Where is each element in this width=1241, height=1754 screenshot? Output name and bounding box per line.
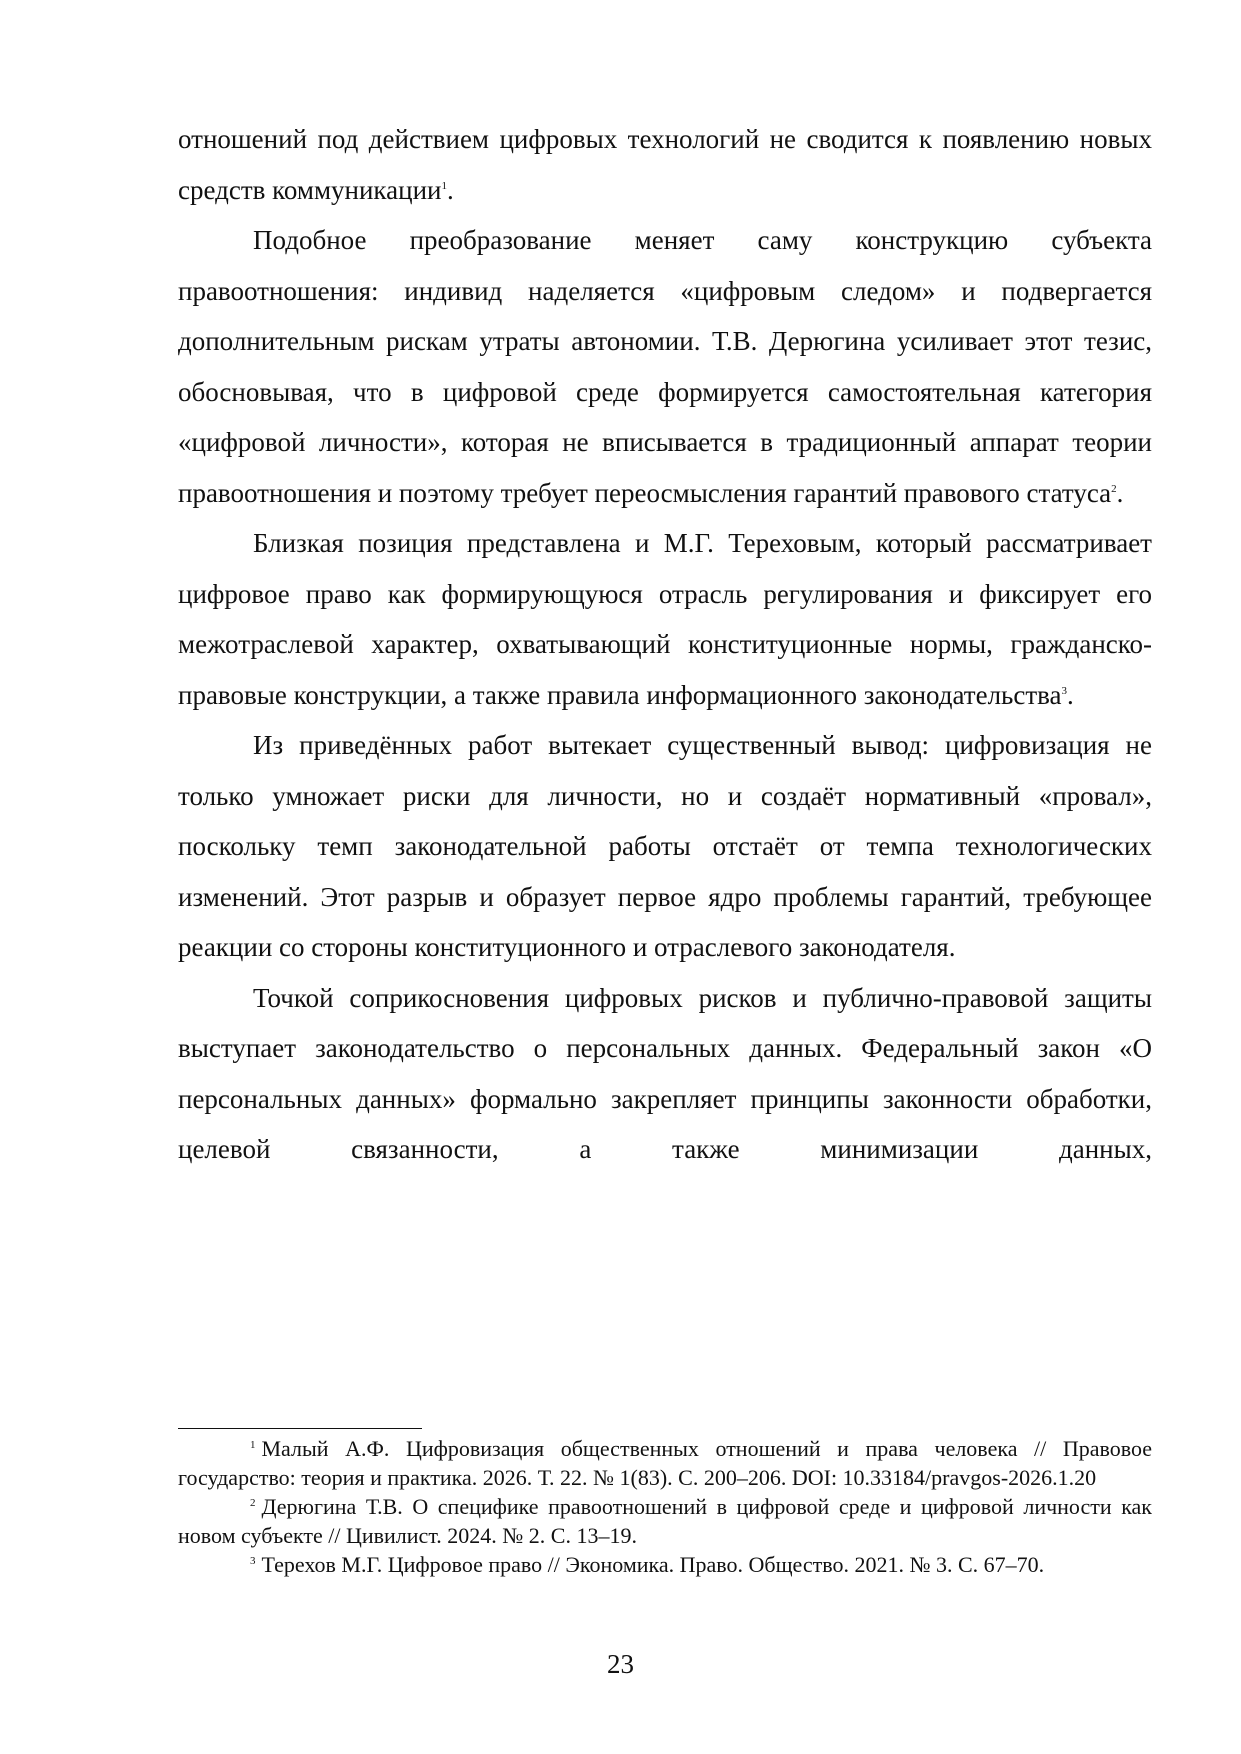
footnote-separator bbox=[178, 1428, 422, 1429]
paragraph-end-punctuation: . bbox=[1116, 477, 1124, 508]
footnote-text: Малый А.Ф. Цифровизация общественных отношений и права человека // Правовое государство: теория и практика. 2026. Т. 22. № 1(83). С. 200–206. DOI: 10.33184/pravgos-2026.1.20 bbox=[178, 1436, 1152, 1490]
paragraph-end-punctuation: . bbox=[1067, 679, 1074, 710]
footnote-number: 2 bbox=[250, 1496, 256, 1509]
footnote-text: Дерюгина Т.В. О специфике правоотношений в цифровой среде и цифровой личности как новом субъекте // Цивилист. 2024. № 2. С. 13–19. bbox=[178, 1494, 1152, 1548]
footnote-number: 1 bbox=[250, 1438, 256, 1451]
footnote-reference[interactable]: 2 bbox=[1111, 482, 1117, 495]
paragraph-text: Из приведённых работ вытекает существенный вывод: цифровизация не только умножает риски для личности, но и создаёт нормативный «провал», поскольку темп законодательной работы отстаёт от темпа технологических изменений. Этот разрыв и образует первое ядро проблемы гарантий, требующее реакции со стороны конституционного и отраслевого законодателя. bbox=[178, 730, 1152, 962]
paragraph-text: отношений под действием цифровых технологий не сводится к появлению новых средств коммуникации bbox=[178, 124, 1152, 205]
footnotes bbox=[178, 1434, 1152, 1579]
footnote-reference[interactable]: 3 bbox=[1061, 684, 1068, 697]
footnote-text: Терехов М.Г. Цифровое право // Экономика. Право. Общество. 2021. № 3. С. 67–70. bbox=[261, 1552, 1045, 1577]
paragraph bbox=[178, 518, 1152, 720]
footnote bbox=[178, 1434, 1152, 1492]
footnote bbox=[178, 1550, 1152, 1579]
paragraph bbox=[178, 215, 1152, 518]
footnote-reference[interactable]: 1 bbox=[441, 179, 447, 192]
footnote-number: 3 bbox=[250, 1554, 256, 1567]
footnote bbox=[178, 1492, 1152, 1550]
paragraph-text: Близкая позиция представлена и М.Г. Тереховым, который рассматривает цифровое право как формирующуюся отрасль регулирования и фиксирует его межотраслевой характер, охватывающий конституционные нормы, гражданско-правовые конструкции, а также правила информационного законодательства bbox=[178, 528, 1152, 710]
paragraph-continues-next-page bbox=[178, 973, 1152, 1175]
paragraph-text: Подобное преобразование меняет саму конструкцию субъекта правоотношения: индивид наделяется «цифровым следом» и подвергается дополнительным рискам утраты автономии. Т.В. Дерюгина усиливает этот тезис, обосновывая, что в цифровой среде формируется самостоятельная категория «цифровой личности», которая не вписывается в традиционный аппарат теории правоотношения и поэтому требует переосмысления гарантий правового статуса bbox=[178, 225, 1152, 508]
page-number: 23 bbox=[607, 1649, 634, 1679]
paragraph-end-punctuation: . bbox=[446, 174, 454, 205]
paragraph-continuation bbox=[178, 114, 1152, 215]
main-text bbox=[178, 114, 1152, 1175]
paragraph bbox=[178, 720, 1152, 973]
paragraph-text: Точкой соприкосновения цифровых рисков и публично-правовой защиты выступает законодательство о персональных данных. Федеральный закон «О персональных данных» формально закрепляет принципы законности обработки, целевой связанности, а также минимизации данных, bbox=[178, 982, 1152, 1164]
